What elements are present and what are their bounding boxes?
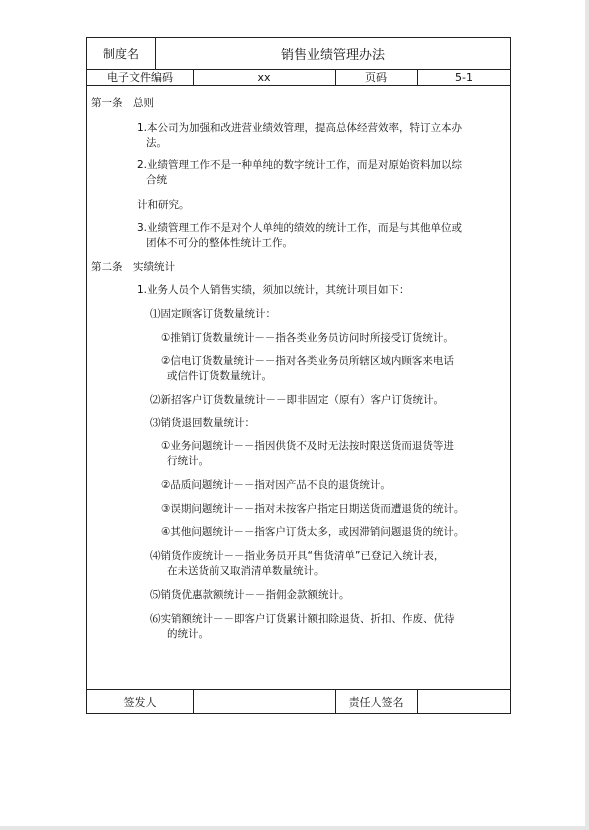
section-2-heading: 第二条 实绩统计 xyxy=(91,261,175,273)
name-label: 制度名 xyxy=(102,47,139,61)
s2-intro: 1.业务人员个人销售实绩，须加以统计，其统计项目如下： xyxy=(137,284,410,296)
page-edge-right xyxy=(585,0,589,830)
s1-item3-line2: 团体不可分的整体性统计工作。 xyxy=(146,237,293,249)
s2-p5: ⑸销货优惠款额统计－－指佣金款额统计。 xyxy=(150,589,350,601)
section-1-heading: 第一条 总则 xyxy=(91,97,154,109)
s2-p3-3: ③误期问题统计－－指对未按客户指定日期送货而遭退货的统计。 xyxy=(161,503,465,515)
s1-item3-line1: 3.业绩管理工作不是对个人单纯的绩效的统计工作，而是与其他单位或 xyxy=(137,222,463,234)
s2-p2: ⑵新招客户订货数量统计－－即非固定（原有）客户订货统计。 xyxy=(150,394,444,406)
s2-p1: ⑴固定顾客订货数量统计： xyxy=(150,308,276,320)
s1-item2-line1: 2.业绩管理工作不是一种单纯的数字统计工作，而是对原始资料加以综 xyxy=(137,159,463,171)
issuer-value[interactable] xyxy=(193,689,335,714)
document-body xyxy=(87,88,510,689)
s2-p4-line2: 在未送货前又取消清单数量统计。 xyxy=(167,565,325,577)
s2-p1-1: ①推销订货数量统计－－指各类业务员访问时所接受订货统计。 xyxy=(161,332,454,344)
issuer-label: 签发人 xyxy=(123,695,157,709)
s2-p4-line1: ⑷销货作废统计－－指业务员开具“售货清单”已登记入统计表， xyxy=(150,550,445,562)
s1-item2-line3: 计和研究。 xyxy=(137,199,190,211)
page-edge-bottom xyxy=(0,826,589,830)
s2-p3-4: ④其他问题统计－－指客户订货太多，或因滞销问题退货的统计。 xyxy=(161,526,465,538)
page-value: 5-1 xyxy=(455,70,473,84)
s2-p3-1-line2: 行统计。 xyxy=(167,455,209,467)
header-divider-2 xyxy=(87,85,510,86)
document-title: 销售业绩管理办法 xyxy=(280,48,385,63)
regulation-form xyxy=(86,37,511,714)
s2-p6-line1: ⑹实销额统计－－即客户订货累计额扣除退货、折扣、作废、优待 xyxy=(150,613,455,625)
s1-item1-line2: 法。 xyxy=(146,137,167,149)
responsible-value[interactable] xyxy=(417,689,511,714)
file-no-value: xx xyxy=(257,70,271,84)
responsible-label: 责任人签名 xyxy=(348,695,404,709)
s1-item2-line2: 合统 xyxy=(146,174,167,186)
s2-p3: ⑶销货退回数量统计： xyxy=(150,417,255,429)
s2-p1-2-line1: ②信电订货数量统计－－指对各类业务员所辖区域内顾客来电话 xyxy=(161,355,454,367)
s2-p1-2-line2: 或信件订货数量统计。 xyxy=(167,370,272,382)
s2-p3-1-line1: ①业务问题统计－－指因供货不及时无法按时限送货而退货等进 xyxy=(161,440,454,452)
file-no-label: 电子文件编码 xyxy=(107,71,173,84)
s2-p6-line2: 的统计。 xyxy=(167,628,209,640)
s2-p3-2: ②品质问题统计－－指对因产品不良的退货统计。 xyxy=(161,479,391,491)
s1-item1-line1: 1.本公司为加强和改进营业绩效管理，提高总体经营效率，特订立本办 xyxy=(137,122,463,134)
page-label: 页码 xyxy=(365,71,387,84)
